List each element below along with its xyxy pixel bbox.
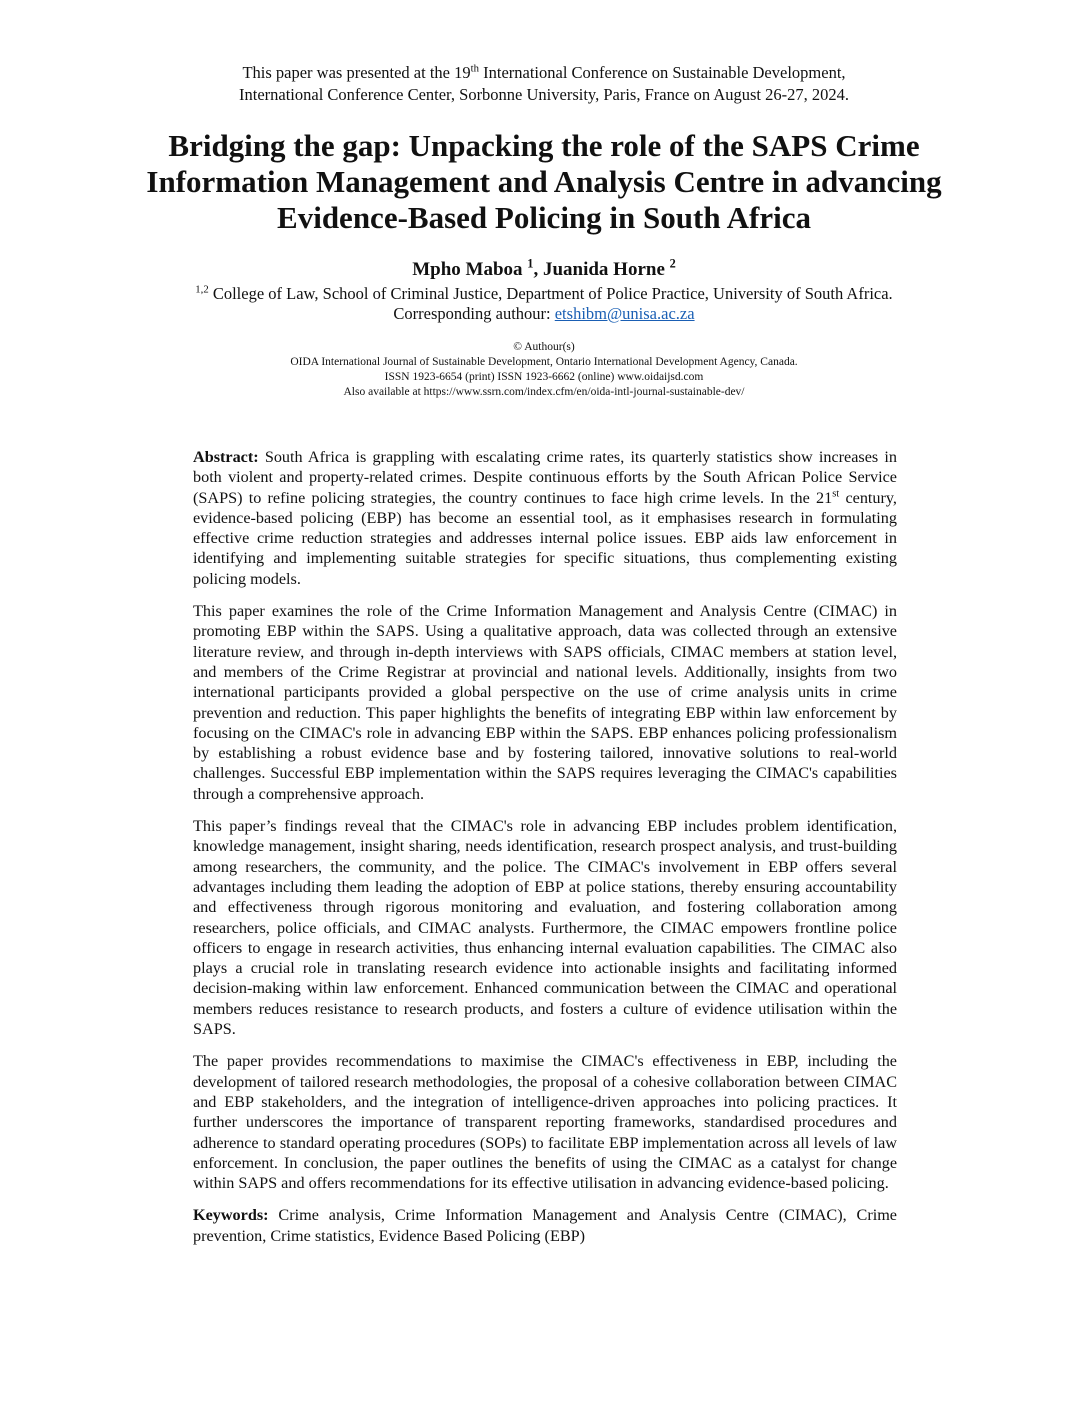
corresponding-email-link[interactable]: etshibm@unisa.ac.za xyxy=(554,304,695,323)
paper-title: Bridging the gap: Unpacking the role of the SAPS Crime Information Management and Analysis Centre in advancing Evidence-Based Policing in South Africa xyxy=(146,128,942,235)
publication-meta xyxy=(0,340,1088,400)
abstract-paragraph-3: This paper’s findings reveal that the CIMAC's role in advancing EBP includes problem identification, knowledge management, insight sharing, needs identification, research prospect analysis, and trust-building among researchers, the community, and the police. The CIMAC's involvement in EBP offers several advantages including them leading the adoption of EBP at police stations, thereby ensuring accountability and effectiveness through rigorous monitoring and evaluation, and fostering collaboration among researchers, police officials, and CIMAC analysts. Furthermore, the CIMAC empowers frontline police officers to engage in research activities, thus enhancing internal evaluation capabilities. The CIMAC also plays a crucial role in translating research evidence into actionable insights and facilitating informed decision-making within law enforcement. Enhanced communication between the CIMAC and operational members reduces resistance to research products, and fosters a culture of evidence utilisation within the SAPS. xyxy=(193,817,897,1039)
author-name: , Juanida Horne xyxy=(533,259,670,280)
affiliation xyxy=(0,284,1088,304)
keywords-label: Keywords: xyxy=(193,1206,269,1225)
author-name: Mpho Maboa xyxy=(412,259,528,280)
affiliation-text: College of Law, School of Criminal Justice, Department of Police Practice, University of South Africa. xyxy=(208,284,893,303)
abstract-paragraph-2: This paper examines the role of the Crime Information Management and Analysis Centre (CIMAC) in promoting EBP within the SAPS. Using a qualitative approach, data was collected through an extensive literature review, and through in-depth interviews with SAPS officials, CIMAC members at station level, and members of the Crime Registrar at provincial and national levels. Additionally, insights from two international participants provided a global perspective on the use of crime analysis units in crime prevention and reduction. This paper highlights the benefits of integrating EBP within law enforcement by focusing on the CIMAC's role in advancing EBP within the SAPS. EBP enhances policing professionalism by establishing a robust evidence base and by fostering tailored, innovative solutions to real-world challenges. Successful EBP implementation within the SAPS requires leveraging the CIMAC's capabilities through a comprehensive approach. xyxy=(193,602,897,803)
availability-line: Also available at https://www.ssrn.com/index.cfm/en/oida-intl-journal-sustainable-dev/ xyxy=(343,386,745,398)
ordinal-sup: th xyxy=(470,62,479,75)
conference-note-text: This paper was presented at the 19 xyxy=(242,63,471,82)
conference-note-line2: International Conference Center, Sorbonne University, Paris, France on August 26-27, 2024. xyxy=(238,85,849,104)
keywords-text: Crime analysis, Crime Information Management and Analysis Centre (CIMAC), Crime prevention, Crime statistics, Evidence Based Policing (EBP) xyxy=(193,1206,897,1245)
abstract-label: Abstract: xyxy=(193,448,259,466)
abstract-text: century, evidence-based policing (EBP) has become an essential tool, as it emphasises research in formulating effective crime reduction strategies and addresses internal police issues. EBP aids law enforcement in identifying and implementing suitable strategies for specific situations, thus complementing existing policing models. xyxy=(193,488,897,588)
conference-note xyxy=(0,62,1088,106)
author-sup: 1 xyxy=(527,256,534,271)
author-line xyxy=(0,258,1088,282)
corresponding-label: Corresponding authour: xyxy=(393,304,555,323)
copyright-line: © Authour(s) xyxy=(513,341,575,353)
abstract-paragraph-4: The paper provides recommendations to maximise the CIMAC's effectiveness in EBP, including the development of tailored research methodologies, the proposal of a cohesive collaboration between CIMAC and EBP stakeholders, and the integration of intelligence-driven approaches into policing practices. It further underscores the importance of transparent reporting frameworks, standardised procedures and adherence to standard operating procedures (SOPs) to facilitate EBP implementation across all levels of law enforcement. In conclusion, the paper outlines the benefits of using the CIMAC as a catalyst for change within SAPS and offers recommendations for its effective utilisation in advancing evidence-based policing. xyxy=(193,1052,897,1193)
author-sup: 2 xyxy=(669,256,676,271)
abstract-text: South Africa is grappling with escalating crime rates, its quarterly statistics show increases in both violent and property-related crimes. Despite continuous efforts by the South African Police Service (SAPS) to refine policing strategies, the country continues to face high crime levels. In the 21 xyxy=(193,448,897,507)
affiliation-sup: 1,2 xyxy=(195,283,209,296)
abstract-paragraph-1 xyxy=(193,447,897,589)
corresponding-author xyxy=(0,304,1088,324)
abstract-section xyxy=(193,447,897,1258)
keywords xyxy=(193,1205,897,1246)
conference-note-text: International Conference on Sustainable Development, xyxy=(478,63,846,82)
issn-line: ISSN 1923-6654 (print) ISSN 1923-6662 (online) www.oidaijsd.com xyxy=(384,371,704,383)
ordinal-sup: st xyxy=(832,488,840,500)
journal-line: OIDA International Journal of Sustainable Development, Ontario International Development Agency, Canada. xyxy=(290,356,798,368)
conference-note-line1 xyxy=(0,62,1088,84)
